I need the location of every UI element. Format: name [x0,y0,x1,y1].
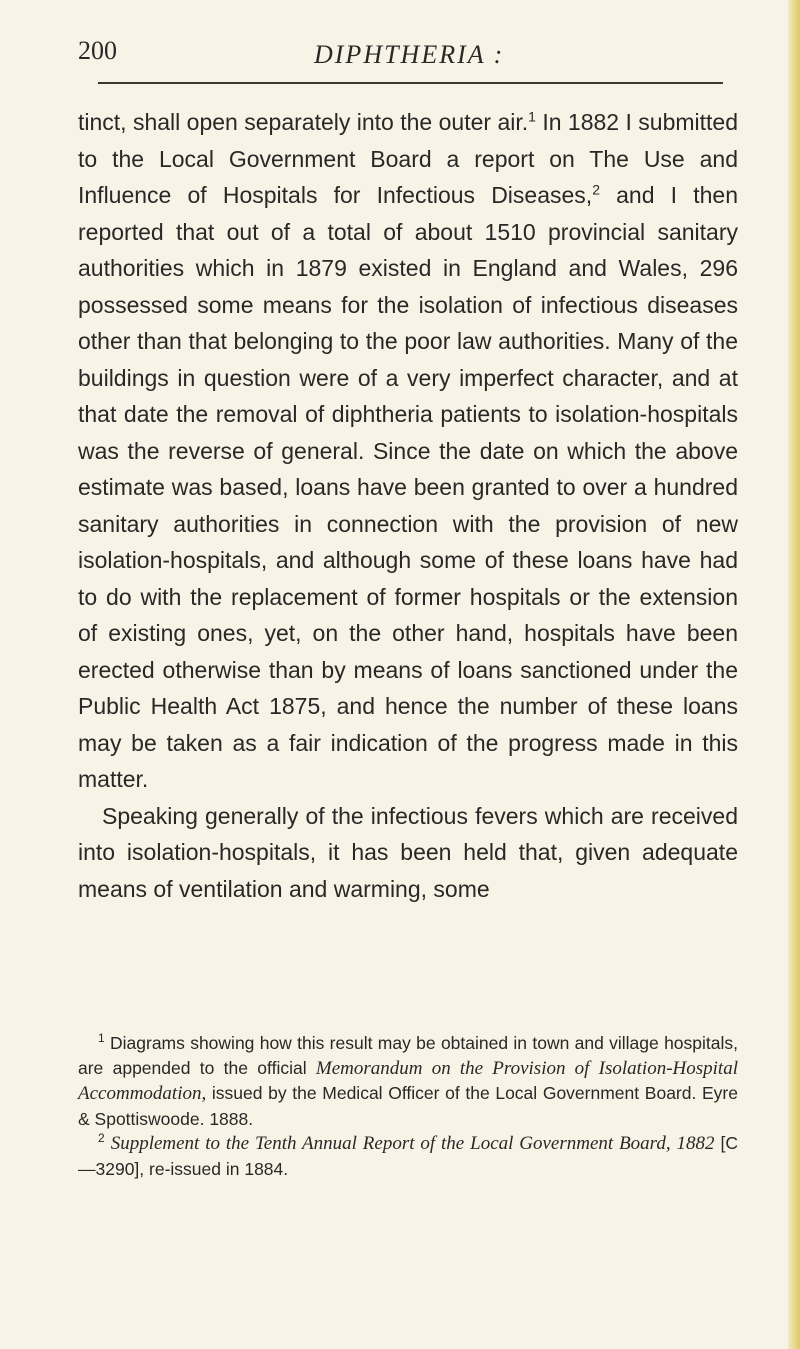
paragraph-2: Speaking generally of the infectious fevers which are received into isolation-hospitals, it has been held that, given adequate means of ventilation and warming, some [78,802,738,902]
footnote-1-title: Memorandum on the Provision of Isolation-Hospital Accommodation, [78,1057,738,1104]
footnote-2 [78,1131,738,1181]
footnote-ref-1: 1 [528,108,536,125]
footnote-2-text: [C—3290], re-issued in 1884. [78,1133,738,1179]
footnote-2-mark: 2 [98,1131,105,1146]
paragraph-1-part-3: and I then reported that out of a total of about 1510 provincial sanitary authorities which in 1879 existed in England and Wales, 296 possessed some means for the isolation of infectious diseases other than that belonging to the poor law authorities. Many of the buildings in question were of a very imperfect character, and at that date the removal of diphtheria patients to isolation-hospitals was the reverse of general. Since the date on which the above estimate was based, loans have been granted to over a hundred sanitary authorities in connection with the provision of new isolation-hospitals, and although some of these loans have had to do with the replacement of former hospitals or the extension of existing ones, yet, on the other hand, hospitals have been erected otherwise than by means of loans sanctioned under the Public Health Act 1875, and hence the number of these loans may be taken as a fair indication of the progress made in this matter. [78,182,738,792]
footnote-1-text-2: issued by the Medical Officer of the Local Government Board. Eyre & Spottiswoode. 1888. [78,1083,738,1129]
running-head-title: DIPHTHERIA : [314,40,505,69]
header-rule [98,82,723,84]
footnote-1-mark: 1 [98,1031,105,1046]
footnote-ref-2: 2 [592,181,600,198]
footnote-1 [78,1031,738,1131]
running-header [78,36,728,86]
footnote-1-text-1: Diagrams showing how this result may be obtained in town and village hospitals, are appended to the official [78,1033,738,1078]
footnote-2-title: Supplement to the Tenth Annual Report of the Local Government Board, 1882 [110,1133,715,1154]
paragraph-1-part-1: tinct, shall open separately into the outer air. [78,109,529,135]
paragraph-1-part-2: In 1882 I submitted to the Local Government Board a report on The Use and Influence of Hospitals for Infectious Diseases, [78,109,738,208]
page-number: 200 [78,36,117,65]
body-text [78,104,738,907]
footnotes [78,1031,738,1181]
page-edge [788,0,800,1349]
paragraph-1 [78,104,738,798]
